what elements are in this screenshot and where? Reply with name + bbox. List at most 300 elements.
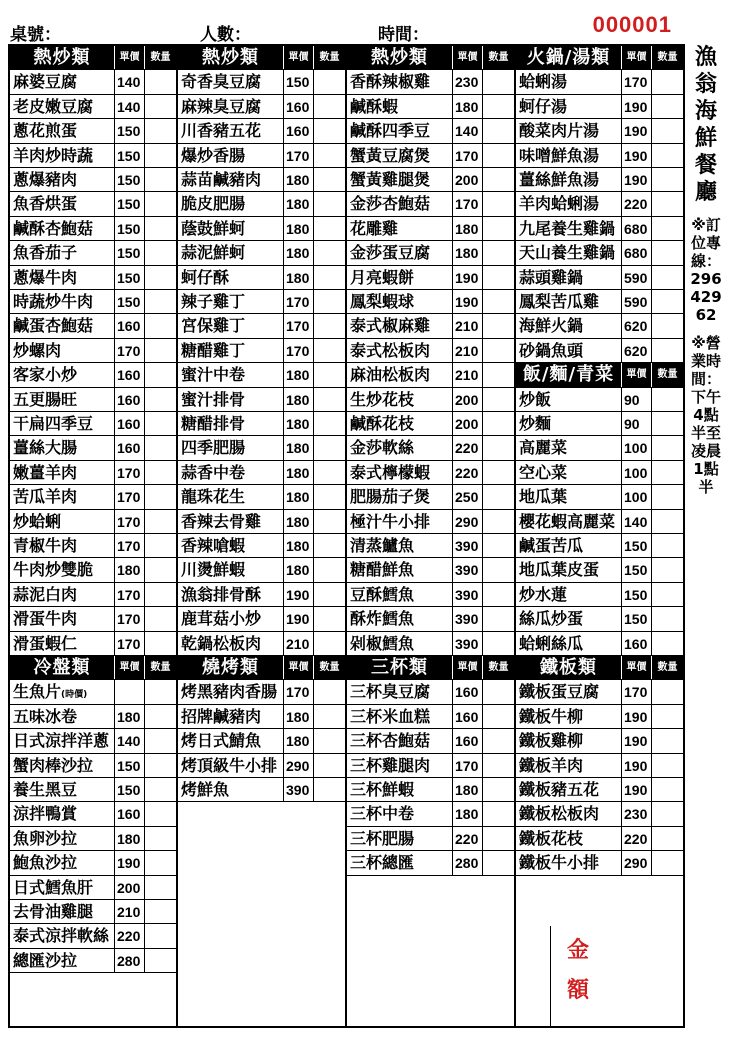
menu-item-row[interactable]: [347, 241, 514, 265]
item-name-text: 蒜泥白肉: [13, 584, 78, 604]
menu-item-row[interactable]: [178, 266, 345, 290]
menu-item-row[interactable]: [10, 388, 176, 412]
menu-item-row[interactable]: [178, 461, 345, 485]
menu-item-row[interactable]: [10, 583, 176, 607]
menu-item-row[interactable]: [516, 827, 683, 851]
item-name-text: 蔥爆豬肉: [13, 170, 78, 189]
item-qty[interactable]: [314, 436, 345, 459]
menu-item-row[interactable]: [516, 607, 683, 631]
menu-item-row[interactable]: [347, 802, 514, 826]
menu-item-row[interactable]: [347, 412, 514, 436]
item-qty[interactable]: [652, 632, 683, 655]
item-price: 180: [284, 436, 314, 459]
item-qty[interactable]: [314, 583, 345, 606]
item-qty[interactable]: [145, 363, 176, 386]
menu-item-row[interactable]: [10, 851, 176, 875]
menu-item-row[interactable]: [516, 680, 683, 704]
item-price: 390: [284, 778, 314, 801]
menu-item-row[interactable]: [10, 339, 176, 363]
menu-item-row[interactable]: [178, 583, 345, 607]
menu-item-row[interactable]: [178, 534, 345, 558]
item-qty[interactable]: [145, 144, 176, 167]
menu-item-row[interactable]: [347, 436, 514, 460]
item-qty[interactable]: [314, 217, 345, 240]
item-qty[interactable]: [145, 290, 176, 313]
item-price: 280: [115, 949, 145, 972]
menu-item-row[interactable]: [347, 729, 514, 753]
item-name: [10, 485, 115, 508]
item-qty[interactable]: [483, 851, 514, 874]
item-qty[interactable]: [145, 705, 176, 728]
menu-item-row[interactable]: [178, 217, 345, 241]
item-name-text: 麻油松板肉: [350, 365, 431, 385]
item-qty[interactable]: [314, 314, 345, 337]
menu-item-row[interactable]: [178, 680, 345, 704]
menu-item-row[interactable]: [347, 558, 514, 582]
item-qty[interactable]: [145, 461, 176, 484]
item-qty[interactable]: [483, 729, 514, 752]
item-name: [516, 241, 622, 264]
menu-item-row[interactable]: [516, 802, 683, 826]
menu-item-row[interactable]: [347, 583, 514, 607]
item-qty[interactable]: [145, 827, 176, 850]
item-qty[interactable]: [145, 485, 176, 508]
item-name-text: 泰式椒麻雞: [350, 316, 431, 336]
item-qty[interactable]: [483, 583, 514, 606]
menu-item-row[interactable]: [10, 485, 176, 509]
item-qty[interactable]: [314, 607, 345, 630]
item-qty[interactable]: [483, 705, 514, 728]
item-qty[interactable]: [652, 558, 683, 581]
item-qty[interactable]: [145, 754, 176, 777]
item-price: 210: [284, 632, 314, 655]
menu-item-row[interactable]: [516, 290, 683, 314]
item-qty[interactable]: [652, 534, 683, 557]
menu-item-row[interactable]: [178, 363, 345, 387]
item-qty[interactable]: [145, 412, 176, 435]
item-qty[interactable]: [483, 436, 514, 459]
item-qty[interactable]: [652, 461, 683, 484]
menu-item-row[interactable]: [516, 632, 683, 656]
menu-item-row[interactable]: [347, 290, 514, 314]
menu-item-row[interactable]: [347, 510, 514, 534]
menu-item-row[interactable]: [347, 168, 514, 192]
item-qty[interactable]: [145, 924, 176, 947]
menu-item-row[interactable]: [516, 461, 683, 485]
menu-item-row[interactable]: [347, 314, 514, 338]
menu-item-row[interactable]: [516, 168, 683, 192]
item-qty[interactable]: [145, 339, 176, 362]
item-qty[interactable]: [145, 95, 176, 118]
menu-item-row[interactable]: [178, 754, 345, 778]
menu-item-row[interactable]: [10, 924, 176, 948]
menu-item-row[interactable]: [178, 168, 345, 192]
menu-item-row[interactable]: [178, 485, 345, 509]
item-qty[interactable]: [145, 192, 176, 215]
item-qty[interactable]: [652, 851, 683, 874]
item-qty[interactable]: [483, 510, 514, 533]
item-price: 190: [284, 583, 314, 606]
item-qty[interactable]: [314, 510, 345, 533]
menu-item-row[interactable]: [178, 95, 345, 119]
item-name-text: 空心菜: [519, 462, 568, 482]
menu-item-row[interactable]: [516, 583, 683, 607]
menu-item-row[interactable]: [10, 729, 176, 753]
table-number-field[interactable]: [10, 20, 163, 45]
total-amount-box[interactable]: [550, 926, 683, 1028]
item-qty[interactable]: [145, 876, 176, 899]
menu-item-row[interactable]: [516, 192, 683, 216]
menu-item-row[interactable]: [516, 119, 683, 143]
item-qty[interactable]: [652, 802, 683, 825]
menu-item-row[interactable]: [178, 632, 345, 656]
item-qty[interactable]: [652, 510, 683, 533]
item-price: 180: [284, 217, 314, 240]
item-qty[interactable]: [483, 412, 514, 435]
menu-item-row[interactable]: [10, 363, 176, 387]
menu-item-row[interactable]: [178, 412, 345, 436]
item-qty[interactable]: [314, 558, 345, 581]
item-qty[interactable]: [483, 70, 514, 93]
menu-item-row[interactable]: [347, 827, 514, 851]
item-qty[interactable]: [314, 168, 345, 191]
item-qty[interactable]: [145, 802, 176, 825]
menu-item-row[interactable]: [10, 607, 176, 631]
item-qty[interactable]: [652, 485, 683, 508]
menu-item-row[interactable]: [347, 705, 514, 729]
item-name: [347, 485, 453, 508]
item-name: [516, 851, 622, 874]
menu-item-row[interactable]: [516, 729, 683, 753]
menu-item-row[interactable]: [347, 461, 514, 485]
menu-item-row[interactable]: [178, 729, 345, 753]
item-qty[interactable]: [314, 754, 345, 777]
item-qty[interactable]: [483, 534, 514, 557]
item-qty[interactable]: [652, 266, 683, 289]
menu-item-row[interactable]: [516, 510, 683, 534]
item-qty[interactable]: [314, 339, 345, 362]
item-price: 160: [115, 802, 145, 825]
item-qty[interactable]: [652, 119, 683, 142]
item-qty[interactable]: [145, 851, 176, 874]
menu-item-row[interactable]: [10, 876, 176, 900]
menu-item-row[interactable]: [516, 241, 683, 265]
item-qty[interactable]: [314, 412, 345, 435]
menu-item-row[interactable]: [178, 388, 345, 412]
item-qty[interactable]: [145, 436, 176, 459]
menu-item-row[interactable]: [178, 436, 345, 460]
menu-item-row[interactable]: [516, 754, 683, 778]
item-name-text: 月亮蝦餅: [350, 267, 415, 287]
menu-item-row[interactable]: [178, 192, 345, 216]
item-qty[interactable]: [314, 144, 345, 167]
menu-item-row[interactable]: [10, 95, 176, 119]
item-qty[interactable]: [483, 754, 514, 777]
item-name: [516, 632, 622, 655]
item-qty[interactable]: [652, 388, 683, 411]
item-qty[interactable]: [652, 412, 683, 435]
item-qty[interactable]: [652, 607, 683, 630]
item-name: [10, 461, 115, 484]
menu-item-row[interactable]: [10, 558, 176, 582]
item-name-text: 蟹黃雞腿煲: [350, 170, 431, 189]
menu-item-row[interactable]: [178, 119, 345, 143]
item-price: 170: [284, 290, 314, 313]
menu-item-row[interactable]: [10, 778, 176, 802]
menu-item-row[interactable]: [10, 754, 176, 778]
item-qty[interactable]: [314, 632, 345, 655]
menu-item-row[interactable]: [516, 217, 683, 241]
item-qty[interactable]: [314, 95, 345, 118]
item-qty[interactable]: [652, 339, 683, 362]
item-qty[interactable]: [145, 119, 176, 142]
menu-item-row[interactable]: [347, 192, 514, 216]
item-name-text: 天山養生雞鍋: [519, 243, 616, 263]
item-price: 90: [622, 388, 652, 411]
menu-item-row[interactable]: [178, 314, 345, 338]
menu-item-row[interactable]: [178, 510, 345, 534]
item-qty[interactable]: [483, 363, 514, 386]
menu-item-row[interactable]: [347, 778, 514, 802]
menu-item-row[interactable]: [347, 534, 514, 558]
menu-item-row[interactable]: [516, 558, 683, 582]
restaurant-name: 漁翁海鮮餐廳: [694, 45, 717, 205]
item-qty[interactable]: [483, 802, 514, 825]
item-qty[interactable]: [145, 729, 176, 752]
item-qty[interactable]: [652, 754, 683, 777]
item-name-text: 蚵仔湯: [519, 96, 568, 116]
item-qty[interactable]: [145, 70, 176, 93]
menu-item-row[interactable]: [10, 314, 176, 338]
menu-item-row[interactable]: [347, 754, 514, 778]
item-name: [516, 510, 622, 533]
item-qty[interactable]: [483, 144, 514, 167]
item-qty[interactable]: [145, 583, 176, 606]
item-qty[interactable]: [483, 95, 514, 118]
item-qty[interactable]: [314, 363, 345, 386]
item-qty[interactable]: [145, 217, 176, 240]
menu-item-row[interactable]: [347, 680, 514, 704]
item-qty[interactable]: [483, 607, 514, 630]
menu-item-row[interactable]: [516, 144, 683, 168]
menu-item-row[interactable]: [347, 266, 514, 290]
item-qty[interactable]: [483, 632, 514, 655]
item-qty[interactable]: [145, 241, 176, 264]
menu-item-row[interactable]: [10, 144, 176, 168]
menu-item-row[interactable]: [516, 314, 683, 338]
people-count-field[interactable]: [200, 20, 353, 45]
menu-item-row[interactable]: [347, 851, 514, 875]
menu-item-row[interactable]: [516, 95, 683, 119]
item-qty[interactable]: [314, 705, 345, 728]
menu-item-row[interactable]: [10, 949, 176, 973]
item-qty[interactable]: [483, 339, 514, 362]
item-qty[interactable]: [483, 461, 514, 484]
menu-item-row[interactable]: [516, 851, 683, 875]
menu-item-row[interactable]: [516, 266, 683, 290]
item-qty[interactable]: [145, 314, 176, 337]
item-qty[interactable]: [652, 217, 683, 240]
item-price: 180: [284, 534, 314, 557]
menu-item-row[interactable]: [178, 705, 345, 729]
menu-item-row[interactable]: [178, 144, 345, 168]
item-qty[interactable]: [314, 461, 345, 484]
menu-item-row[interactable]: [178, 778, 345, 802]
item-qty[interactable]: [652, 168, 683, 191]
item-qty[interactable]: [314, 241, 345, 264]
menu-item-row[interactable]: [10, 827, 176, 851]
item-qty[interactable]: [652, 778, 683, 801]
item-qty[interactable]: [483, 558, 514, 581]
item-qty[interactable]: [314, 70, 345, 93]
menu-item-row[interactable]: [347, 607, 514, 631]
item-qty[interactable]: [483, 241, 514, 264]
menu-item-row[interactable]: [516, 70, 683, 94]
item-qty[interactable]: [483, 192, 514, 215]
item-qty[interactable]: [314, 290, 345, 313]
item-name: [178, 241, 284, 264]
menu-item-row[interactable]: [516, 388, 683, 412]
item-qty[interactable]: [314, 266, 345, 289]
item-name-text: 蛤蜊湯: [519, 72, 568, 92]
menu-item-row[interactable]: [10, 119, 176, 143]
menu-item-row[interactable]: [347, 95, 514, 119]
menu-item-row[interactable]: [10, 461, 176, 485]
item-qty[interactable]: [314, 485, 345, 508]
item-qty[interactable]: [652, 680, 683, 703]
item-qty[interactable]: [314, 534, 345, 557]
menu-item-row[interactable]: [10, 680, 176, 704]
menu-item-row[interactable]: [10, 70, 176, 94]
item-qty[interactable]: [145, 607, 176, 630]
menu-item-row[interactable]: [10, 900, 176, 924]
item-qty[interactable]: [483, 266, 514, 289]
menu-item-row[interactable]: [10, 534, 176, 558]
item-qty[interactable]: [483, 168, 514, 191]
menu-item-row[interactable]: [10, 510, 176, 534]
menu-item-row[interactable]: [178, 339, 345, 363]
menu-item-row[interactable]: [178, 241, 345, 265]
menu-item-row[interactable]: [516, 534, 683, 558]
menu-item-row[interactable]: [516, 778, 683, 802]
item-qty[interactable]: [483, 217, 514, 240]
menu-item-row[interactable]: [347, 363, 514, 387]
item-name-text: 奇香臭豆腐: [181, 72, 262, 92]
item-qty[interactable]: [483, 778, 514, 801]
menu-item-row[interactable]: [516, 412, 683, 436]
item-qty[interactable]: [652, 95, 683, 118]
item-qty[interactable]: [652, 436, 683, 459]
section-header: [347, 46, 514, 70]
item-qty[interactable]: [652, 144, 683, 167]
menu-item-row[interactable]: [10, 436, 176, 460]
menu-item-row[interactable]: [516, 339, 683, 363]
item-qty[interactable]: [314, 729, 345, 752]
item-qty[interactable]: [652, 192, 683, 215]
item-name: [516, 754, 622, 777]
menu-item-row[interactable]: [10, 290, 176, 314]
item-qty[interactable]: [314, 680, 345, 703]
item-qty[interactable]: [483, 827, 514, 850]
item-name: [516, 778, 622, 801]
menu-item-row[interactable]: [347, 388, 514, 412]
item-qty[interactable]: [314, 192, 345, 215]
menu-item-row[interactable]: [347, 632, 514, 656]
item-qty[interactable]: [483, 388, 514, 411]
item-name: [516, 70, 622, 93]
item-name-text: 炒飯: [519, 389, 552, 409]
item-qty[interactable]: [145, 900, 176, 923]
item-qty[interactable]: [483, 290, 514, 313]
item-qty[interactable]: [314, 388, 345, 411]
item-qty[interactable]: [652, 290, 683, 313]
menu-item-row[interactable]: [10, 192, 176, 216]
section-title: 冷盤類: [10, 656, 115, 679]
menu-item-row[interactable]: [10, 217, 176, 241]
menu-item-row[interactable]: [178, 607, 345, 631]
menu-item-row[interactable]: [10, 705, 176, 729]
menu-item-row[interactable]: [347, 70, 514, 94]
menu-item-row[interactable]: [347, 485, 514, 509]
menu-item-row[interactable]: [347, 339, 514, 363]
item-qty[interactable]: [145, 168, 176, 191]
menu-item-row[interactable]: [10, 241, 176, 265]
menu-item-row[interactable]: [178, 70, 345, 94]
item-qty[interactable]: [145, 510, 176, 533]
item-qty[interactable]: [145, 778, 176, 801]
menu-item-row[interactable]: [10, 412, 176, 436]
item-qty[interactable]: [483, 485, 514, 508]
item-qty[interactable]: [483, 314, 514, 337]
item-qty[interactable]: [145, 266, 176, 289]
item-price: 170: [115, 632, 145, 655]
item-qty[interactable]: [652, 705, 683, 728]
menu-item-row[interactable]: [347, 217, 514, 241]
menu-item-row[interactable]: [347, 119, 514, 143]
item-qty[interactable]: [145, 388, 176, 411]
menu-item-row[interactable]: [516, 705, 683, 729]
item-qty[interactable]: [145, 558, 176, 581]
item-qty[interactable]: [652, 827, 683, 850]
menu-item-row[interactable]: [10, 802, 176, 826]
item-qty[interactable]: [483, 119, 514, 142]
menu-item-row[interactable]: [178, 290, 345, 314]
item-qty[interactable]: [652, 241, 683, 264]
item-qty[interactable]: [314, 119, 345, 142]
menu-item-row[interactable]: [516, 485, 683, 509]
item-qty[interactable]: [652, 729, 683, 752]
item-qty[interactable]: [652, 70, 683, 93]
menu-item-row[interactable]: [10, 168, 176, 192]
item-price: 190: [622, 729, 652, 752]
item-qty[interactable]: [145, 632, 176, 655]
item-qty[interactable]: [652, 314, 683, 337]
item-qty[interactable]: [145, 949, 176, 972]
menu-item-row[interactable]: [10, 632, 176, 656]
item-qty[interactable]: [145, 534, 176, 557]
time-field[interactable]: [378, 20, 531, 45]
item-qty[interactable]: [145, 680, 176, 703]
menu-item-row[interactable]: [516, 436, 683, 460]
item-price: 160: [284, 95, 314, 118]
menu-item-row[interactable]: [10, 266, 176, 290]
menu-item-row[interactable]: [178, 558, 345, 582]
price-header: 單價: [115, 46, 145, 69]
item-qty[interactable]: [483, 680, 514, 703]
item-qty[interactable]: [652, 583, 683, 606]
item-qty[interactable]: [314, 778, 345, 801]
menu-item-row[interactable]: [347, 144, 514, 168]
